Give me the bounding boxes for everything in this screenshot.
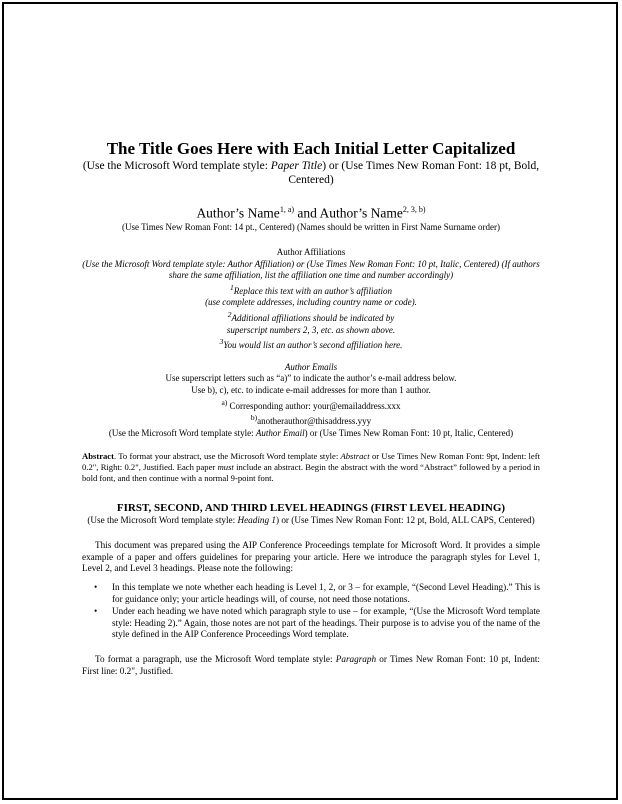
- section-heading: FIRST, SECOND, AND THIRD LEVEL HEADINGS (FIRST LEVEL HEADING): [116, 502, 506, 515]
- list-item: • Under each heading we have noted which paragraph style to use – for example, “(Use the Microsoft Word template style: Heading 2).” Again, those notes are not part of the headings. Their purpose is to advise you of the name of the style defined in the AIP Conference Proceedings Word template.: [94, 606, 540, 640]
- paper-title: The Title Goes Here with Each Initial Letter Capitalized: [106, 139, 516, 158]
- email-line: Use superscript letters such as “a)” to indicate the author’s e-mail address below.: [165, 373, 457, 384]
- title-style-note: (Use the Microsoft Word template style: Paper Title) or (Use Times New Roman Font: 18 pt, Bold, Centered): [82, 160, 540, 186]
- affiliation-line: $^2$Additional affiliations should be indicated by: [227, 310, 395, 324]
- author-1-name: Author’s Name: [196, 205, 280, 221]
- document-page: [2, 2, 618, 800]
- author-style-note: (Use Times New Roman Font: 14 pt., Centered) (Names should be written in First Name Surname order): [122, 221, 500, 232]
- author-2-name: and Author’s Name: [294, 205, 403, 221]
- emails-heading: Author Emails: [284, 361, 338, 372]
- affiliation-line: $^1$Replace this text with an author’s affiliation: [230, 282, 392, 296]
- abstract-label: Abstract: [82, 451, 114, 462]
- heading-style-note: (Use the Microsoft Word template style: Heading 1) or (Use Times New Roman Font: 12 pt, Bold, ALL CAPS, Centered): [87, 515, 535, 526]
- email-line: Use b), c), etc. to indicate e-mail addresses for more than 1 author.: [191, 385, 431, 396]
- body-paragraph: This document was prepared using the AIP Conference Proceedings template for Microsoft Word. It provides a simple example of a paper and offers guidelines for preparing your article. Here we introduce the paragraph styles for Level 1, Level 2, and Level 3 headings. Please note the following:: [82, 540, 540, 574]
- abstract: Abstract. To format your abstract, use the Microsoft Word template style: Abstract or Use Times New Roman Font: 9pt, Indent: left 0.2", Right: 0.2", Justified. Each paper must include an abstract. Begin the abstract with the word “Abstract” followed by a period in bold font, and then continue with a normal 9-point font.: [82, 451, 540, 484]
- bullet-icon: •: [94, 606, 98, 617]
- affiliations-heading: Author Affiliations: [276, 247, 346, 258]
- author-names: Author’s Name$^{1, a)}$ and Author’s Name$^{2, 3, b)}$: [196, 205, 426, 221]
- bullet-list: [82, 582, 540, 641]
- list-item: • In this template we note whether each heading is Level 1, 2, or 3 – for example, “(Second Level Heading).” This is for guidance only; your article headings will, of course, not need those notations.: [94, 582, 540, 604]
- affiliation-line: $^3$You would list an author’s second affiliation here.: [219, 337, 403, 351]
- page-content: [82, 138, 540, 677]
- affiliation-line: superscript numbers 2, 3, etc. as shown above.: [226, 324, 396, 335]
- affiliation-line: (use complete addresses, including country name or code).: [205, 297, 417, 308]
- affiliations-instructions: (Use the Microsoft Word template style: Author Affiliation) or (Use Times New Roman Font: 10 pt, Italic, Centered) (If authors share the same affiliation, list the affiliation one time and number accordingly): [82, 258, 540, 281]
- body-paragraph: To format a paragraph, use the Microsoft Word template style: Paragraph or Times New Roman Font: 10 pt, Indent: First line: 0.2", Justified.: [82, 654, 540, 676]
- email-line: $^{a)}$ Corresponding author: your@emailaddress.xxx: [221, 397, 401, 411]
- email-style-note: (Use the Microsoft Word template style: Author Email) or (Use Times New Roman Font: 10 pt, Italic, Centered): [108, 427, 514, 438]
- email-line: $^{b)}$anotherauthor@thisaddress.yyy: [250, 413, 372, 427]
- bullet-icon: •: [94, 582, 98, 593]
